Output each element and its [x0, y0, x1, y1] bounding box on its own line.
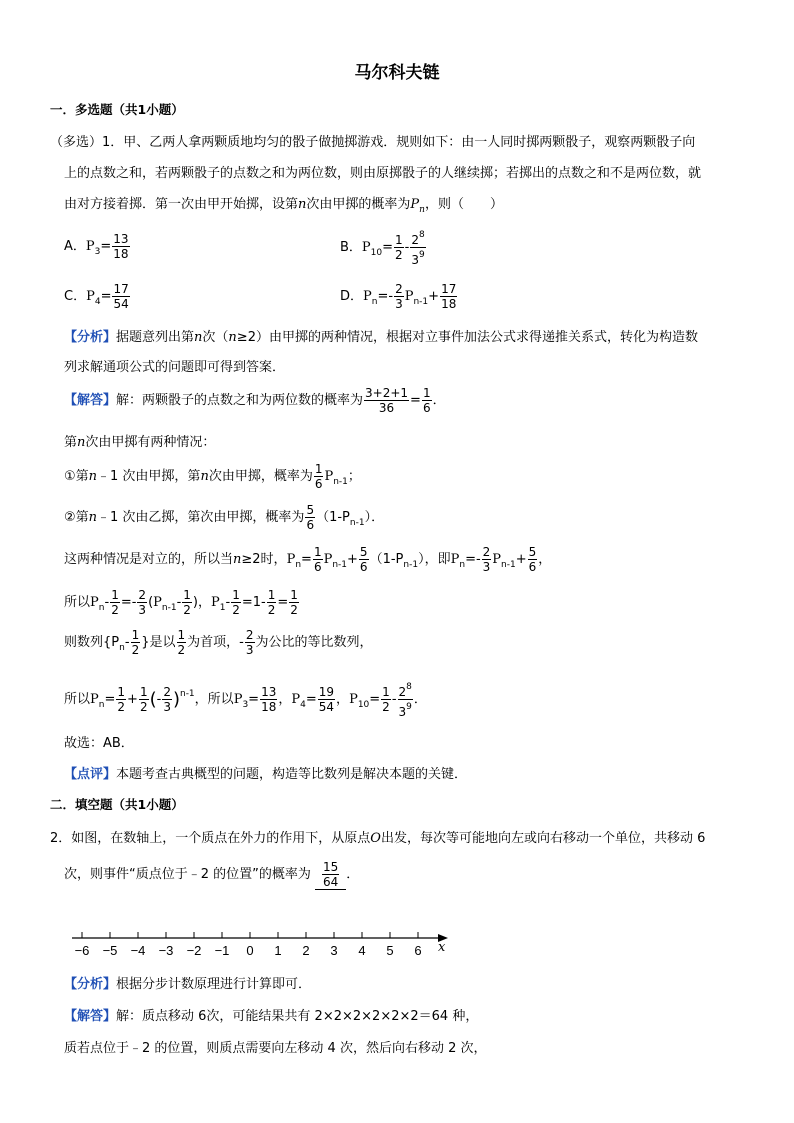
analysis-2 [64, 973, 311, 992]
frac-den: 64 [323, 875, 339, 889]
math-sub: 3 [242, 700, 249, 710]
solution-1-case-1 [64, 462, 361, 491]
math-p: P [286, 552, 296, 567]
math-p: P [349, 692, 358, 707]
question-1-text-3b: 次由甲掷的概率为 [306, 197, 411, 212]
fraction-1-2 [182, 588, 192, 617]
text: ﹣1 次由甲掷，第 [97, 469, 201, 484]
fraction-5-6 [528, 545, 538, 574]
fraction-1-2 [267, 588, 277, 617]
option-b-label: B． [340, 240, 362, 255]
frac-num: 19 [318, 685, 335, 699]
text: 所以 [64, 692, 91, 707]
frac-den: 36 [378, 401, 395, 415]
frac-den: 2 [232, 603, 240, 617]
number-line-tick-label: 6 [414, 943, 422, 958]
number-line-axis-label: x [438, 940, 446, 955]
number-line-tick-label: −6 [74, 943, 90, 958]
question-1-line-2: 上的点数之和，若两颗骰子的点数之和为两位数，则由原掷骰子的人继续掷；若掷出的点数之和不是两位数，就 [64, 166, 702, 181]
frac-num: 1 [395, 233, 403, 247]
math-text: } [141, 635, 150, 650]
fraction-5-6 [359, 545, 369, 574]
solution-1-line-1 [64, 386, 446, 415]
math-eq: = [369, 692, 381, 707]
fraction-2pow8-3pow9 [410, 228, 425, 267]
number-line-tick-label: 2 [302, 943, 310, 958]
option-d [340, 282, 458, 311]
frac-num: 1 [139, 685, 148, 699]
text: ， [336, 692, 350, 707]
text: ， [278, 692, 292, 707]
solution-1-line-5 [64, 545, 551, 574]
frac-num: 1 [422, 386, 431, 400]
frac-den [398, 700, 413, 719]
math-sub: 1 [219, 603, 226, 613]
fraction-13-18 [260, 685, 277, 714]
section-heading-multiple-choice: 一．多选题（共1小题） [50, 102, 184, 117]
frac-num: 15 [323, 860, 339, 874]
math-eq: = [104, 692, 116, 707]
fraction-1-2 [289, 588, 299, 617]
fraction-2-3 [394, 282, 404, 311]
math-paren: ( [149, 689, 157, 710]
frac-num: 1 [131, 628, 140, 642]
fraction-1-2 [116, 685, 126, 714]
fraction-1-2 [139, 685, 149, 714]
frac-num [398, 680, 413, 700]
math-plus: + [428, 289, 440, 304]
math-p: P [450, 552, 460, 567]
exp-9: 9 [419, 250, 425, 260]
math-p: P [90, 692, 99, 707]
frac-den: 6 [314, 477, 323, 491]
question-1-prefix: （多选）1． [50, 135, 124, 150]
fraction-2-3 [137, 588, 147, 617]
math-p: P [363, 289, 372, 304]
text: ，所以 [194, 692, 234, 707]
text: 为首项， [187, 635, 240, 650]
math-minus: - [124, 635, 130, 650]
base-3: 3 [398, 705, 407, 719]
fraction-5-6 [305, 503, 315, 532]
fraction-1-2 [394, 233, 404, 262]
frac-num: 1 [267, 588, 276, 602]
frac-den: 3 [163, 700, 171, 714]
math-sub: n-1 [332, 560, 348, 570]
fraction-1-6 [313, 545, 323, 574]
math-eq: = [100, 239, 112, 254]
fraction-1-2 [381, 685, 391, 714]
page-title: 马尔科夫链 [354, 63, 440, 83]
frac-den: 2 [290, 603, 298, 617]
fraction-17-54 [112, 282, 129, 311]
text: ≥2时， [241, 552, 287, 567]
fraction-1-6 [422, 386, 432, 415]
frac-num: 1 [111, 588, 119, 602]
text: ， [538, 552, 552, 567]
math-sub: n [371, 297, 378, 307]
frac-den: 6 [313, 560, 322, 574]
frac-num: 1 [290, 588, 298, 602]
comment-tag: 【点评】 [64, 767, 117, 782]
frac-num: 2 [395, 282, 403, 296]
frac-den: 2 [177, 643, 186, 657]
variable-n: n [88, 510, 98, 525]
fraction-2-3 [162, 685, 172, 714]
section-heading-fill-in: 二．填空题（共1小题） [50, 797, 184, 812]
math-p: P [86, 289, 95, 304]
text: 次由甲掷，概率为 [208, 469, 313, 484]
math-sub: 10 [357, 700, 370, 710]
text: 解：两颗骰子的点数之和为两位数的概率为 [116, 393, 364, 408]
solution-1-line-8 [64, 680, 427, 719]
frac-den: 54 [318, 700, 335, 714]
frac-num [410, 228, 425, 248]
subscript-n: n [419, 205, 425, 215]
math-eq: = [100, 289, 112, 304]
text: ，即 [424, 552, 451, 567]
base-2: 2 [411, 233, 420, 247]
frac-den: 3 [138, 603, 147, 617]
math-minus: - [391, 692, 397, 707]
question-2-line-1 [50, 827, 705, 846]
math-sub: n-1 [349, 518, 365, 528]
math-sub: 4 [300, 700, 306, 710]
math-sub: n-1 [501, 560, 516, 570]
math-sub: n [98, 700, 105, 710]
math-text: （1-P [369, 552, 404, 567]
solution-2-line-1 [64, 1005, 478, 1024]
fraction-13-18 [112, 232, 129, 261]
base-2: 2 [398, 685, 407, 699]
number-line-ticks [75, 932, 422, 958]
math-plus: + [515, 552, 527, 567]
math-eq: = [410, 393, 421, 408]
fraction-6-36 [364, 386, 409, 415]
math-minus: - [261, 595, 266, 610]
question-1-text-1: 甲、乙两人拿两颗质地均匀的骰子做抛掷游戏．规则如下：由一人同时掷两颗骰子，观察两颗骰子向 [123, 135, 696, 150]
variable-p: P [410, 197, 420, 212]
frac-den: 6 [422, 401, 431, 415]
option-a-label: A． [64, 239, 86, 254]
math-sub: n [98, 603, 105, 613]
text: 根据分步计数原理进行计算即可． [116, 977, 312, 992]
frac-den: 18 [113, 247, 129, 261]
math-sub: n [295, 560, 302, 570]
fraction-1-6 [314, 462, 324, 491]
math-p: P [324, 469, 334, 484]
text: ， [198, 595, 212, 610]
math-sub: 3 [94, 247, 101, 257]
frac-den: 6 [306, 518, 315, 532]
frac-num: 5 [306, 503, 315, 517]
math-plus: + [127, 692, 138, 707]
frac-num: 5 [359, 545, 368, 559]
fraction-2-3 [245, 628, 255, 657]
text: 这两种情况是对立的，所以当 [64, 552, 234, 567]
fraction-2-3 [482, 545, 492, 574]
frac-num: 2 [482, 545, 491, 559]
variable-n: n [77, 435, 86, 450]
math-p: P [361, 240, 371, 255]
text: 第 [64, 435, 78, 450]
text: 次（ [202, 330, 229, 345]
math-eq: =- [465, 552, 481, 567]
fraction-19-54 [318, 685, 335, 714]
solution-2-line-2: 质若点位于﹣2 的位置，则质点需要向左移动 4 次，然后向右移动 2 次， [64, 1041, 487, 1056]
frac-num: 2 [245, 628, 254, 642]
text: ． [413, 692, 427, 707]
text: ②第 [64, 510, 89, 525]
math-eq: = [248, 692, 260, 707]
number-line-tick-label: 3 [330, 943, 338, 958]
fraction-1-2 [131, 628, 141, 657]
option-b [340, 228, 427, 267]
solution-1-line-2 [64, 431, 215, 450]
math-p: P [90, 595, 99, 610]
math-p: P [291, 692, 301, 707]
frac-den: 54 [113, 297, 129, 311]
math-sub: 4 [94, 297, 101, 307]
answer-blank [315, 860, 346, 890]
text: 2．如图，在数轴上，一个质点在外力的作用下，从原点 [50, 831, 371, 846]
variable-o: O [370, 831, 381, 846]
math-eq: = [382, 240, 394, 255]
text: ≥2）由甲掷的两种情况，根据对立事件加法公式求得递推关系式，转化为构造数 [236, 330, 698, 345]
frac-den: 6 [528, 560, 537, 574]
math-text: ） [364, 510, 372, 525]
solution-tag: 【解答】 [64, 1009, 117, 1024]
math-text: {P [103, 635, 120, 650]
variable-n: n [228, 330, 237, 345]
frac-num: 13 [261, 685, 277, 699]
frac-den: 2 [131, 643, 140, 657]
frac-den: 2 [117, 700, 126, 714]
frac-den: 6 [359, 560, 368, 574]
frac-num: 13 [113, 232, 129, 246]
math-text: 1 [252, 595, 262, 610]
text: 本题考查古典概型的问题，构造等比数列是解决本题的关键． [116, 767, 468, 782]
comment-1 [64, 763, 467, 782]
frac-den: 2 [139, 700, 148, 714]
number-line-tick-label: −3 [158, 943, 174, 958]
frac-den: 2 [395, 248, 403, 262]
math-paren: ) [172, 689, 180, 710]
frac-den: 2 [183, 603, 191, 617]
text: 出发，每次等可能地向左或向右移动一个单位，共移动 6 [380, 831, 706, 846]
solution-1-answer: 故选：AB． [64, 736, 134, 751]
math-text: ） [418, 552, 425, 567]
number-line-tick-label: −4 [130, 943, 146, 958]
fraction-2pow8-3pow9 [398, 680, 413, 719]
base-3: 3 [411, 253, 420, 267]
text: ． [371, 510, 385, 525]
frac-num: 1 [232, 588, 240, 602]
exp-8: 8 [406, 682, 412, 692]
frac-den: 3 [245, 643, 254, 657]
frac-num: 1 [382, 685, 390, 699]
math-p: P [153, 595, 162, 610]
variable-n: n [88, 469, 98, 484]
solution-1-line-6 [64, 588, 300, 617]
text: 次由甲掷有两种情况： [85, 435, 216, 450]
math-eq: = [305, 692, 317, 707]
text: 据题意列出第 [116, 330, 195, 345]
frac-den [410, 248, 425, 267]
solution-1-case-2 [64, 503, 384, 532]
frac-den: 2 [111, 603, 119, 617]
analysis-1-line-1 [64, 326, 698, 345]
variable-n: n [194, 330, 203, 345]
math-eq: = [277, 595, 289, 610]
variable-n: n [233, 552, 242, 567]
frac-num: 1 [117, 685, 126, 699]
variable-n: n [298, 197, 307, 212]
fraction-15-64 [322, 860, 339, 889]
math-plus: + [347, 552, 358, 567]
solution-tag: 【解答】 [64, 393, 117, 408]
text: 次，则事件“质点位于﹣2 的位置”的概率为 [64, 867, 311, 882]
math-sub: n-1 [333, 477, 348, 487]
frac-den: 2 [382, 700, 390, 714]
frac-num: 3+2+1 [365, 386, 409, 400]
analysis-tag: 【分析】 [64, 977, 117, 992]
text: ； [347, 469, 361, 484]
frac-den: 3 [482, 560, 491, 574]
fraction-1-2 [110, 588, 120, 617]
math-sub: n-1 [403, 560, 419, 570]
frac-den: 18 [261, 700, 277, 714]
math-minus: - [156, 692, 162, 707]
text: 为公比的等比数列， [255, 635, 373, 650]
question-1-text-3c: ，则（ ） [424, 197, 503, 212]
question-1-line-1 [50, 131, 695, 150]
number-line-tick-label: 0 [246, 943, 254, 958]
math-p: P [233, 692, 243, 707]
frac-num: 2 [138, 588, 147, 602]
analysis-tag: 【分析】 [64, 330, 117, 345]
text: 所以 [64, 595, 91, 610]
exp-n-1: n-1 [179, 689, 195, 699]
math-eq: = [241, 595, 253, 610]
frac-num: 5 [528, 545, 537, 559]
question-2-line-2 [64, 860, 359, 890]
frac-num: 1 [183, 588, 191, 602]
number-line-tick-label: 1 [274, 943, 282, 958]
math-sub: n [459, 560, 466, 570]
question-1-text-3a: 由对方接着掷．第一次由甲开始掷，设第 [64, 197, 299, 212]
math-minus: - [404, 240, 410, 255]
frac-den: 18 [441, 297, 457, 311]
math-minus: - [176, 595, 182, 610]
variable-n: n [200, 469, 209, 484]
number-line [60, 925, 460, 965]
math-minus: - [225, 595, 231, 610]
frac-num: 17 [441, 282, 457, 296]
text: ﹣1 次由乙掷，第次由甲掷，概率为 [97, 510, 305, 525]
math-sub: n [119, 643, 125, 653]
number-line-tick-label: −2 [186, 943, 202, 958]
math-text: ) [192, 595, 198, 610]
option-a [64, 232, 131, 261]
question-1-line-3 [64, 193, 503, 215]
text: ①第 [64, 469, 89, 484]
number-line-tick-label: 4 [358, 943, 366, 958]
math-eq: =- [120, 595, 137, 610]
fraction-1-2 [231, 588, 241, 617]
math-eq: = [301, 552, 312, 567]
math-p: P [211, 595, 220, 610]
number-line-tick-label: −1 [214, 943, 230, 958]
frac-num: 1 [313, 545, 322, 559]
frac-den: 3 [395, 297, 403, 311]
math-p: P [492, 552, 502, 567]
math-p: P [323, 552, 333, 567]
text: 是以 [149, 635, 176, 650]
math-p: P [404, 289, 414, 304]
solution-1-line-7 [64, 628, 373, 657]
number-line-tick-label: −5 [102, 943, 118, 958]
text: 则数列 [64, 635, 104, 650]
frac-den: 2 [267, 603, 276, 617]
frac-num: 2 [163, 685, 171, 699]
math-sub: n-1 [161, 603, 177, 613]
frac-num: 1 [314, 462, 323, 476]
frac-num: 1 [177, 628, 186, 642]
number-line-tick-label: 5 [386, 943, 394, 958]
math-minus: - [239, 635, 244, 650]
fraction-1-2 [177, 628, 187, 657]
exp-9: 9 [406, 702, 412, 712]
option-d-label: D． [340, 289, 364, 304]
frac-num: 17 [113, 282, 129, 296]
option-c-label: C． [64, 289, 87, 304]
text: ． [346, 867, 360, 882]
math-p: P [85, 239, 95, 254]
exp-8: 8 [419, 230, 425, 240]
math-sub: 10 [370, 248, 383, 258]
math-text: （1-P [316, 510, 350, 525]
math-text: ( [148, 595, 154, 610]
math-sub: n-1 [413, 297, 429, 307]
analysis-1-line-2: 列求解通项公式的问题即可得到答案． [64, 360, 286, 375]
option-c [64, 282, 131, 311]
fraction-17-18 [440, 282, 457, 311]
text: ． [432, 393, 446, 408]
math-eq: =- [377, 289, 394, 304]
text: 解：质点移动 6次，可能结果共有 2×2×2×2×2×2＝64 种， [116, 1009, 479, 1024]
math-minus: - [104, 595, 110, 610]
